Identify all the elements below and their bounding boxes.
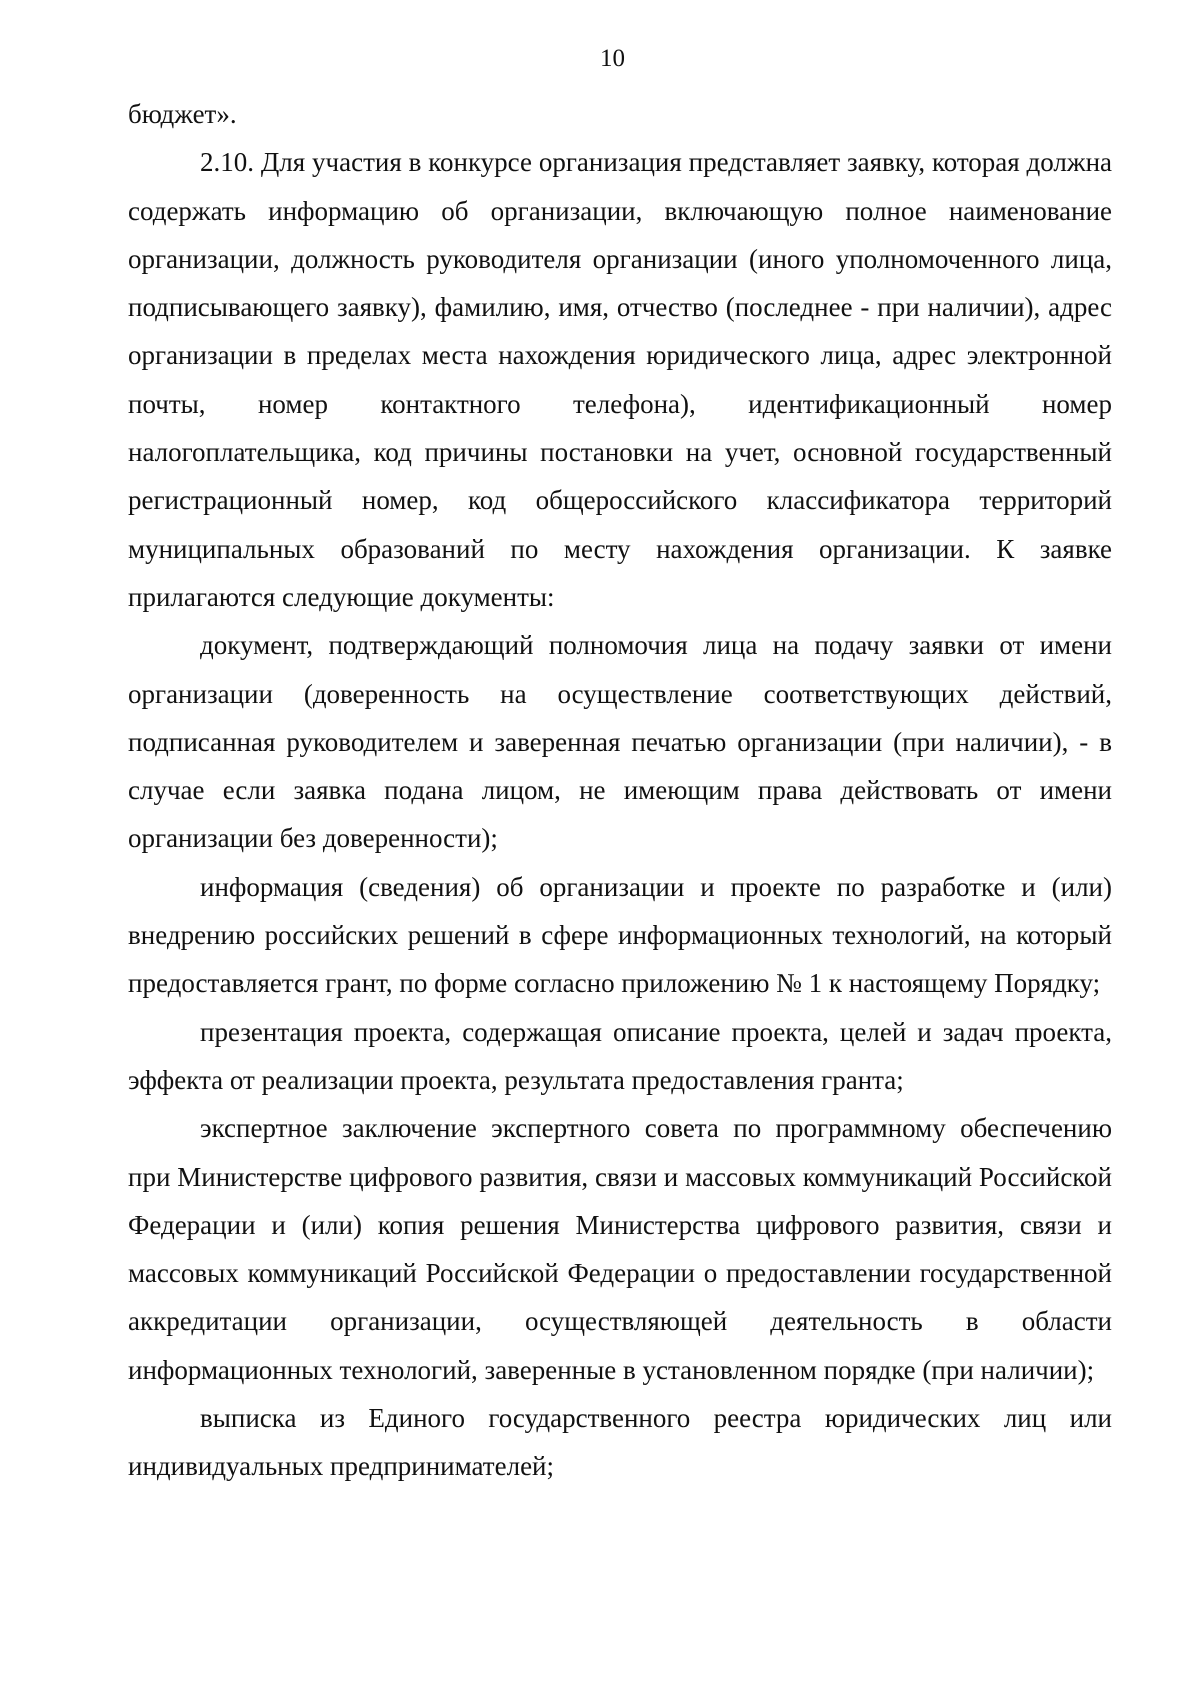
document-body <box>128 90 1112 1491</box>
paragraph-2-10-application: 2.10. Для участия в конкурсе организация представляет заявку, которая должна содержать информацию об организации, включающую полное наименование организации, должность руководителя организации (иного уполномоченного лица, подписывающего заявку), фамилию, имя, отчество (последнее - при наличии), адрес организации в пределах места нахождения юридического лица, адрес электронной почты, номер контактного телефона), идентификационный номер налогоплательщика, код причины постановки на учет, основной государственный регистрационный номер, код общероссийского классификатора территорий муниципальных образований по месту нахождения организации. К заявке прилагаются следующие документы: <box>128 147 1112 612</box>
paragraph-organization-info: информация (сведения) об организации и проекте по разработке и (или) внедрению российских решений в сфере информационных технологий, на который предоставляется грант, по форме согласно приложению № 1 к настоящему Порядку; <box>128 871 1112 999</box>
paragraph-registry-extract: выписка из Единого государственного реестра юридических лиц или индивидуальных предпринимателей; <box>128 1403 1112 1482</box>
paragraph-expert-conclusion: экспертное заключение экспертного совета по программному обеспечению при Министерстве цифрового развития, связи и массовых коммуникаций Российской Федерации и (или) копия решения Министерства цифрового развития, связи и массовых коммуникаций Российской Федерации о предоставлении государственной аккредитации организации, осуществляющей деятельность в области информационных технологий, заверенные в установленном порядке (при наличии); <box>128 1113 1112 1385</box>
paragraph-authority-document: документ, подтверждающий полномочия лица на подачу заявки от имени организации (доверенность на осуществление соответствующих действий, подписанная руководителем и заверенная печатью организации (при наличии), - в случае если заявка подана лицом, не имеющим права действовать от имени организации без доверенности); <box>128 630 1112 854</box>
paragraph-budget-end: бюджет». <box>128 99 237 129</box>
page-number: 10 <box>600 45 625 72</box>
paragraph-project-presentation: презентация проекта, содержащая описание проекта, целей и задач проекта, эффекта от реализации проекта, результата предоставления гранта; <box>128 1016 1112 1095</box>
